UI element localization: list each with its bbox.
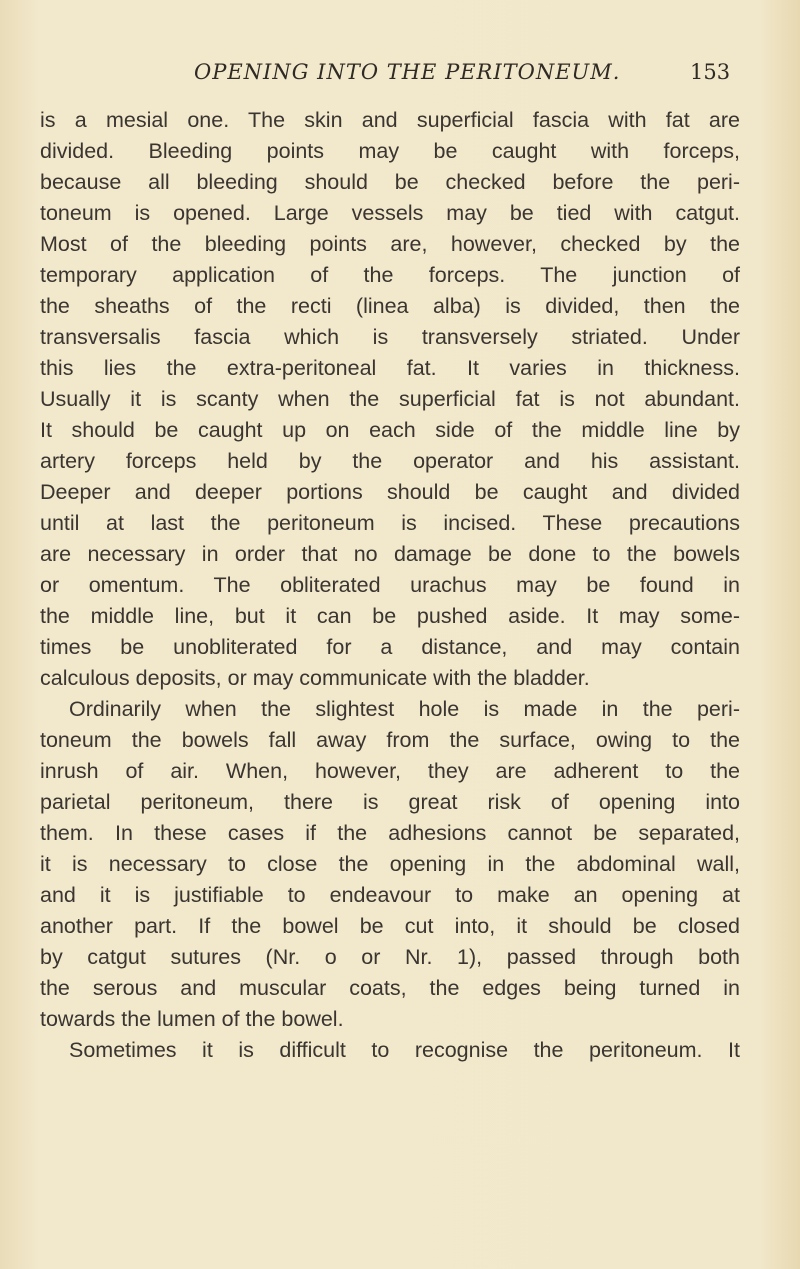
- text-line: artery forceps held by the operator and his assistant.: [40, 449, 740, 473]
- text-line: by catgut sutures (Nr. o or Nr. 1), passed through both: [40, 945, 740, 969]
- text-line: are necessary in order that no damage be done to the bowels: [40, 542, 740, 566]
- text-line: the middle line, but it can be pushed aside. It may some-: [40, 604, 740, 628]
- text-line: transversalis fascia which is transversely striated. Under: [40, 325, 740, 349]
- text-line: toneum the bowels fall away from the surface, owing to the: [40, 728, 740, 752]
- text-line: until at last the peritoneum is incised. These precautions: [40, 511, 740, 535]
- text-line: Usually it is scanty when the superficial fat is not abundant.: [40, 387, 740, 411]
- text-line: It should be caught up on each side of the middle line by: [40, 418, 740, 442]
- text-line: it is necessary to close the opening in the abdominal wall,: [40, 852, 740, 876]
- text-line: is a mesial one. The skin and superficial fascia with fat are: [40, 108, 740, 132]
- page-number: 153: [690, 60, 731, 84]
- text-line: and it is justifiable to endeavour to make an opening at: [40, 883, 740, 907]
- text-line: the serous and muscular coats, the edges being turned in: [40, 976, 740, 1000]
- text-line: inrush of air. When, however, they are adherent to the: [40, 759, 740, 783]
- text-line: the sheaths of the recti (linea alba) is divided, then the: [40, 294, 740, 318]
- text-line: Sometimes it is difficult to recognise the peritoneum. It: [69, 1038, 740, 1062]
- body-text: [40, 105, 740, 1066]
- page-header: [0, 60, 800, 94]
- text-line: divided. Bleeding points may be caught with forceps,: [40, 139, 740, 163]
- text-line: Ordinarily when the slightest hole is made in the peri-: [69, 697, 740, 721]
- text-line: times be unobliterated for a distance, and may contain: [40, 635, 740, 659]
- running-title: OPENING INTO THE PERITONEUM.: [194, 60, 621, 84]
- text-line: because all bleeding should be checked before the peri-: [40, 170, 740, 194]
- text-line: parietal peritoneum, there is great risk of opening into: [40, 790, 740, 814]
- text-line: this lies the extra-peritoneal fat. It varies in thickness.: [40, 356, 740, 380]
- text-line: them. In these cases if the adhesions cannot be separated,: [40, 821, 740, 845]
- text-line: another part. If the bowel be cut into, it should be closed: [40, 914, 740, 938]
- text-line: toneum is opened. Large vessels may be tied with catgut.: [40, 201, 740, 225]
- text-line: calculous deposits, or may communicate with the bladder.: [40, 666, 590, 690]
- text-line: temporary application of the forceps. The junction of: [40, 263, 740, 287]
- text-line: Most of the bleeding points are, however, checked by the: [40, 232, 740, 256]
- text-line: Deeper and deeper portions should be caught and divided: [40, 480, 740, 504]
- text-line: towards the lumen of the bowel.: [40, 1007, 344, 1031]
- text-line: or omentum. The obliterated urachus may be found in: [40, 573, 740, 597]
